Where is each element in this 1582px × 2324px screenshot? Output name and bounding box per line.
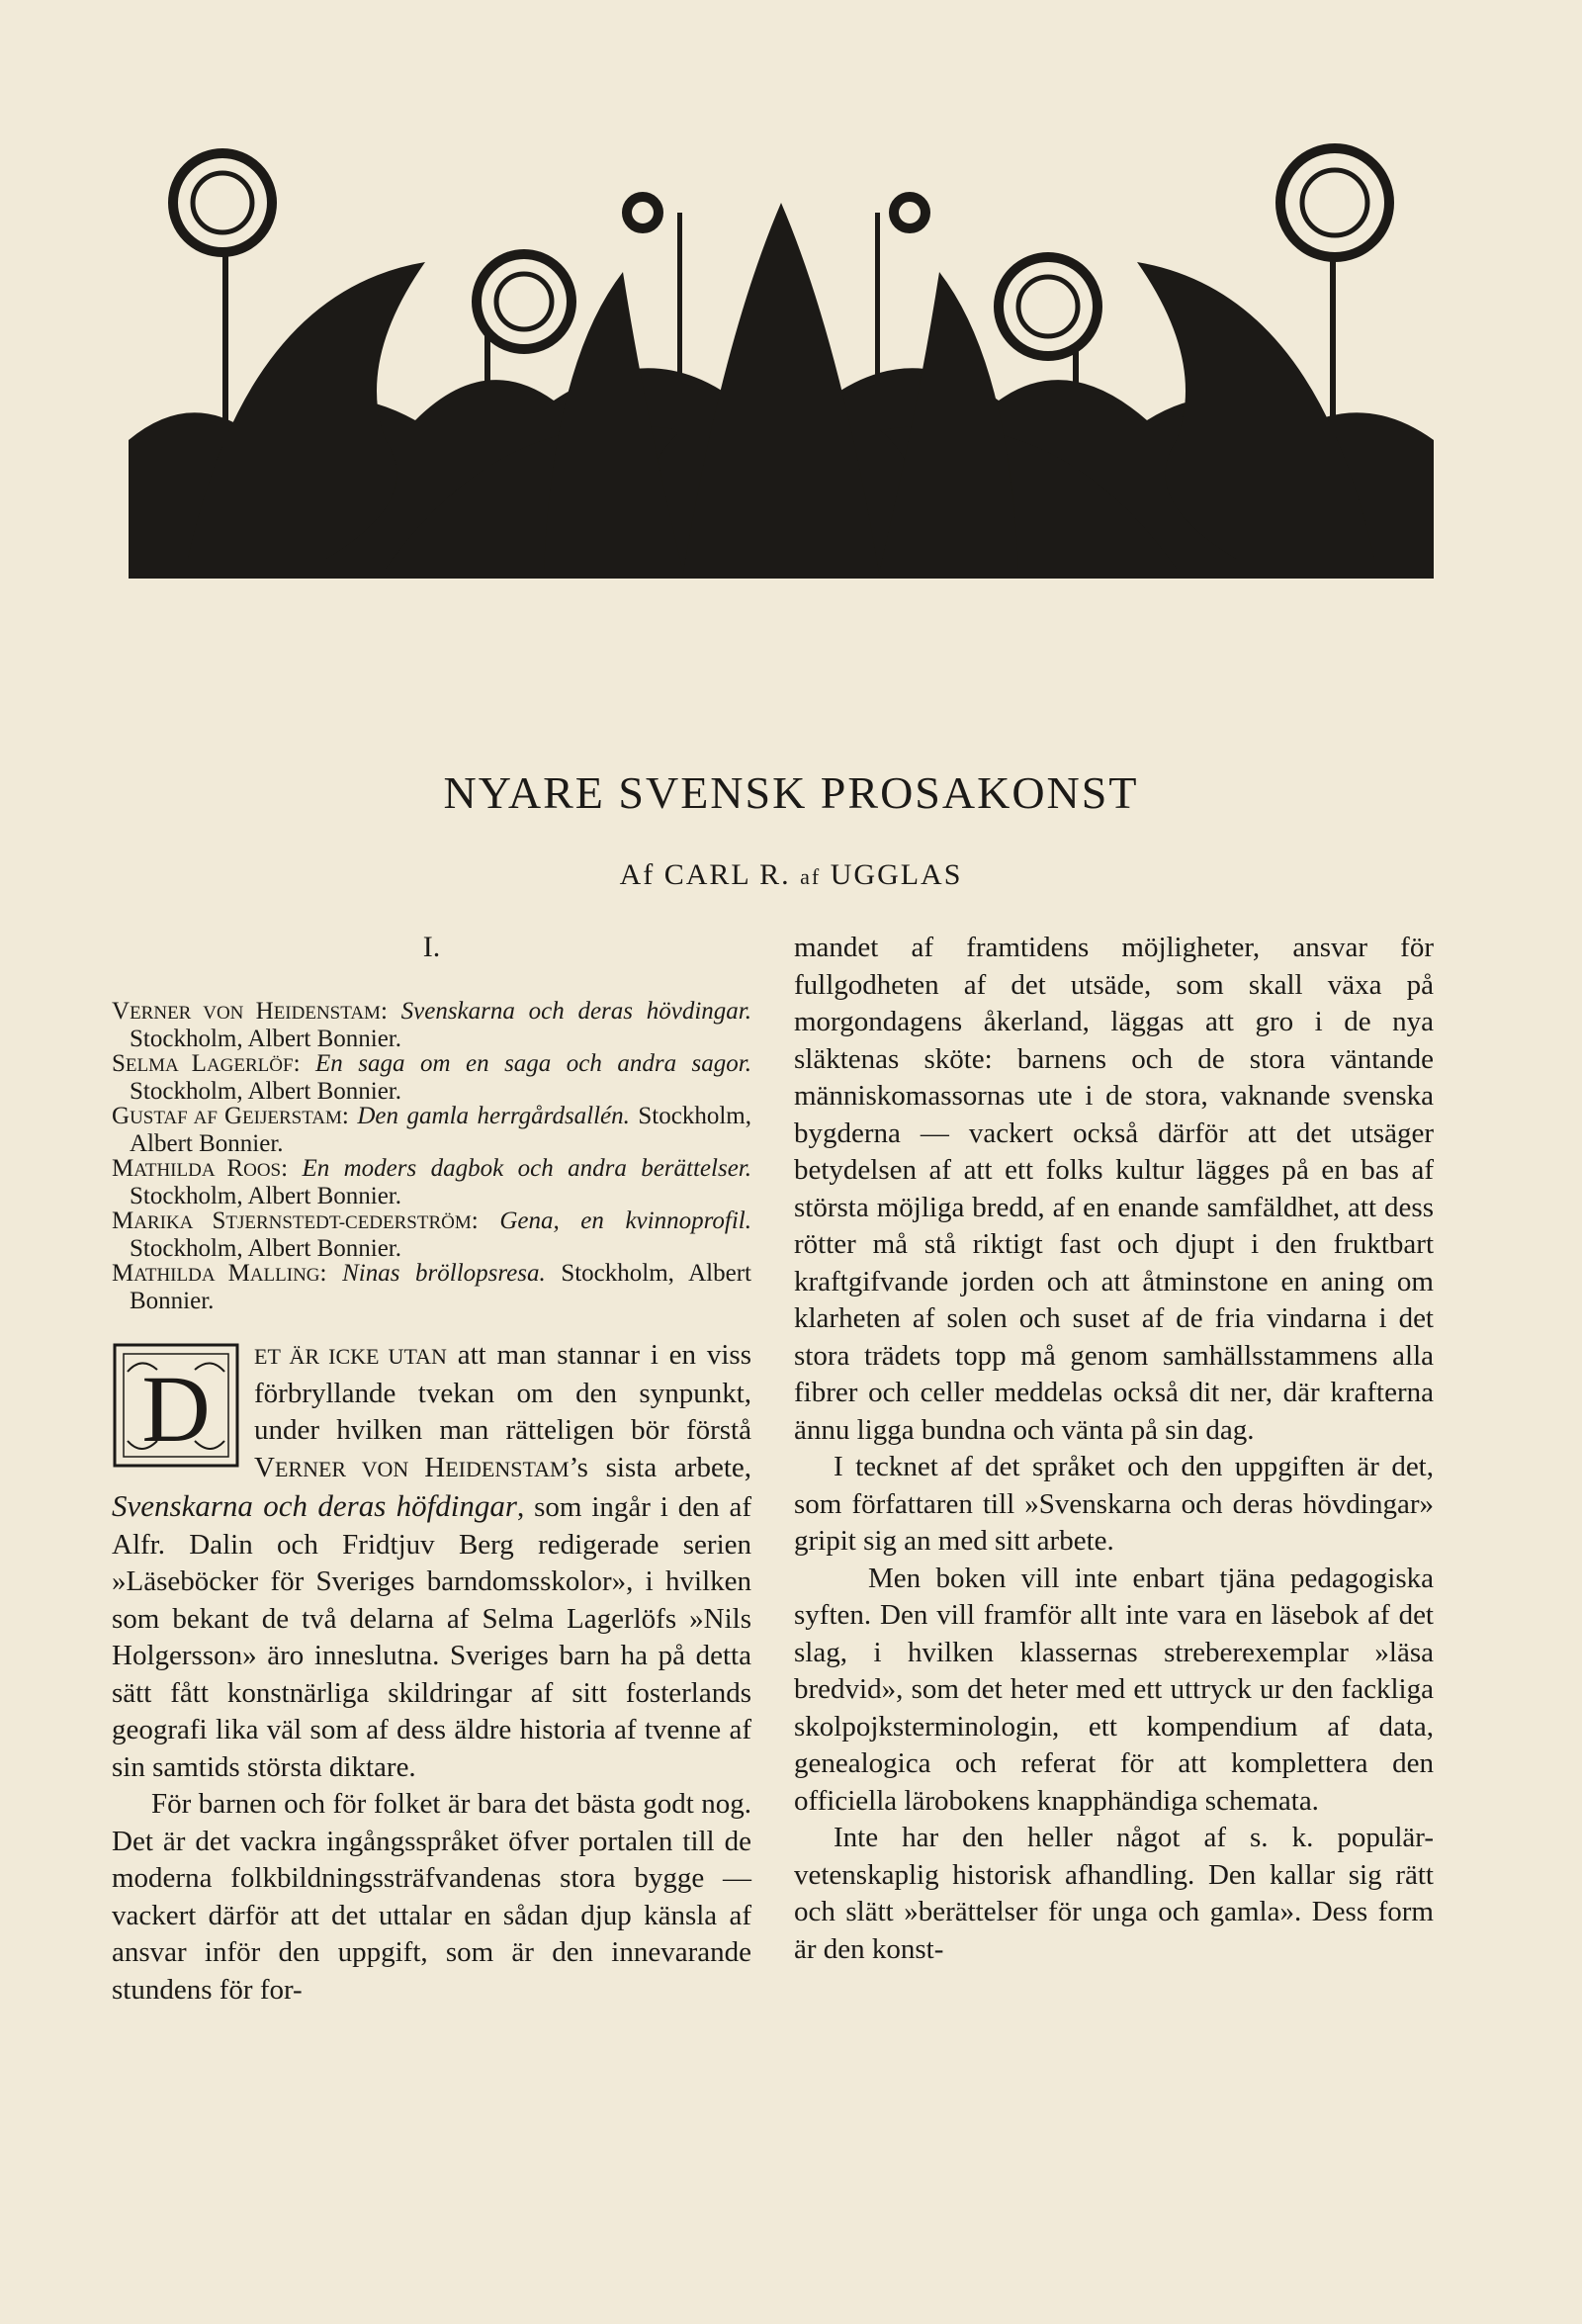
- body-left: [112, 1337, 751, 2009]
- left-column: [112, 930, 751, 2009]
- byline-surname: UGGLAS: [830, 858, 963, 891]
- bibliography-list: [112, 999, 751, 1313]
- bibliography-entry: MATHILDA ROOS: En moders dagbok och andra berättelser. Stockholm, Albert Bonnier.: [112, 1155, 751, 1209]
- bibliography-entry: MATHILDA MALLING: Ninas bröllopsresa. Stockholm, Albert Bonnier.: [112, 1260, 752, 1314]
- opening-paragraph: D ET ÄR ICKE UTAN att man stannar i en viss förbryllande tvekan om den synpunkt, under hvilken man rätteligen bör förstå VERNER VON HEIDENSTAM’s sista arbete, Svenskarna och deras höfdingar, som ingår i den af Alfr. Dalin och Fridtjuv Berg redigerade serien »Läseböcker för Sveriges barndomsskolor», i hvilken som bekant de två delarna af Selma Lagerlöfs »Nils Holgersson» äro inneslutna. Sveriges barn ha på detta sätt fått konstnärliga skildringar af sitt fosterlands geografi lika väl som af dess äldre historia af tvenne af sin samtids största diktare.: [112, 1339, 752, 1783]
- byline: [0, 858, 1582, 892]
- bibliography-entry: GUSTAF AF GEIJERSTAM: Den gamla herrgårdsallén. Stockholm, Albert Bonnier.: [112, 1103, 751, 1157]
- dropcap-letter: D: [141, 1356, 211, 1462]
- section-number: I.: [422, 931, 441, 963]
- article-title: NYARE SVENSK PROSAKONST: [443, 767, 1139, 818]
- work-title: Svenskarna och deras höfdingar: [112, 1488, 517, 1523]
- byline-name: CARL R.: [663, 858, 791, 891]
- paragraph: I tecknet af det språket och den uppgiften är det, som författaren till »Svenskarna och deras hövdingar» gripit sig an med sitt arbete.: [794, 1451, 1434, 1557]
- bibliography-entry: VERNER VON HEIDENSTAM: Svenskarna och deras hövdingar. Stockholm, Albert Bonnier.: [112, 998, 751, 1052]
- paragraph: Inte har den heller något af s. k. populär-vetenskaplig historisk afhandling. Den kallar sig rätt och slätt »berättelser för unga och gamla». Dess form är den konst-: [794, 1822, 1434, 1965]
- opening-text: att man stannar i en viss förbryllande tvekan om den synpunkt, under hvilken man rätteligen bör förstå: [254, 1339, 751, 1446]
- bibliography-entry: MARIKA STJERNSTEDT-CEDERSTRÖM: Gena, en kvinnoprofil. Stockholm, Albert Bonnier.: [112, 1207, 751, 1262]
- paragraph: mandet af framtidens möjligheter, ansvar för fullgodheten af det utsäde, som skall växa på morgondagens åkerland, läggas att gro i de nya släktenas sköte: barnens och de stora väntande människomassornas ute i de stora, vaknande svenska bygderna — vackert också därför att det utsäger betydelsen af att ett folks kultur lägges på en bas af största möjliga bredd, af en enande samfäldhet, att dess rötter må stå riktigt fast och djupt i den fruktbart kraftgifvande jorden och att åtminstone en aning om klarheten af solen och suset af de fria vindarna i det stora trädets topp må genom samhällsstammens alla fibrer och celler meddelas också dit ner, där krafterna ännu ligga bundna och vänta på sin dag.: [794, 932, 1434, 1446]
- byline-af: af: [800, 864, 822, 889]
- dropcap-ornament: [112, 1342, 240, 1469]
- dandelion-header-illustration: [129, 143, 1434, 588]
- paragraph: För barnen och för folket är bara det bästa godt nog. Det är det vackra ingångsspråket öfver portalen till de moderna folkbildningssträfvandenas stora bygge — vackert därför att det uttalar en sådan djup känsla af ansvar inför den uppgift, som är den innevarande stundens för for-: [112, 1788, 751, 2006]
- opening-caps: ET ÄR ICKE UTAN: [254, 1344, 447, 1369]
- paragraph: Men boken vill inte enbart tjäna pedagogiska syften. Den vill framför allt inte vara en läsebok af det slag, i hvilken klassernas streberexemplar »läsa bredvid», som det heter med ett uttryck ur den fackliga skolpojksterminologin, ett kompendium af data, genealogica och referat för att komplettera den officiella lärobokens knapphändiga schemata.: [794, 1562, 1434, 1817]
- bibliography-entry: SELMA LAGERLÖF: En saga om en saga och andra sagor. Stockholm, Albert Bonnier.: [112, 1050, 751, 1105]
- byline-prefix: Af: [619, 858, 656, 891]
- right-column: [794, 930, 1434, 1968]
